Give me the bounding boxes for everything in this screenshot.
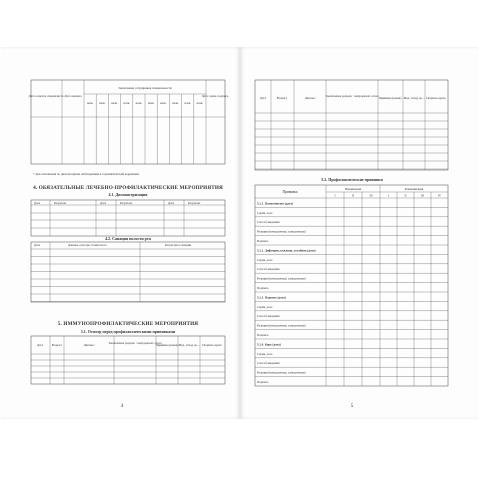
vaccination-table xyxy=(255,185,448,386)
vt-numeral: III xyxy=(369,193,373,198)
vt-numeral: II xyxy=(404,193,407,198)
vt-row-label: 5.2.2. Дифтерия, коклюш, столбняк (дата) xyxy=(257,248,316,253)
t1-sub-header: назв. xyxy=(111,101,118,105)
s41-header: Результат xyxy=(188,201,201,205)
dispensary-table xyxy=(31,200,225,236)
vt-row-label: Способ введения xyxy=(257,314,280,319)
vt-row-label: Серия, доза xyxy=(257,210,273,215)
t1-sub-header: назв. xyxy=(135,101,143,105)
vt-row-label: Подпись xyxy=(257,332,269,337)
s51-header: Подпись врача xyxy=(202,343,222,347)
vt-row-label: 5.2.3. Паротит (дата) xyxy=(257,295,286,300)
vt-row-label: Серия, доза xyxy=(257,304,273,309)
t1-header-conclusion: Заключение сотрудников специальности xyxy=(118,86,172,90)
vt-row-label: Реакция (немедленная, замедленная) xyxy=(257,370,306,375)
vt-row-label: 5.2.4. Корь (дата) xyxy=(257,342,281,347)
vt-row-label: Серия, доза xyxy=(257,257,273,262)
s51-header: Мед. отвод до... xyxy=(178,343,200,347)
oral-sanitation-table xyxy=(31,242,225,302)
rt-header: Заключение разреш. / непрорешат. отказ xyxy=(325,94,379,98)
rt-header: Дата xyxy=(259,96,267,100)
section-5-2-title: 5.2. Профилактические прививки xyxy=(321,177,383,182)
t1-sub-header: назв. xyxy=(147,101,155,105)
footnote: * Для заполнения по диспансерным наблюдениям и терапевтической коррекции. xyxy=(33,172,140,176)
s42-header: Дата xyxy=(34,243,41,247)
s42-header: Данные осмотра стоматолога xyxy=(68,243,107,247)
s51-header: Дата xyxy=(36,343,44,347)
vt-numeral: IV xyxy=(437,193,442,198)
vt-row-label: Реакция (немедленная, замедленная) xyxy=(257,229,306,234)
vt-row-label: Реакция (немедленная, замедленная) xyxy=(257,323,306,328)
right-top-table xyxy=(255,80,448,170)
vt-row-label: Подпись xyxy=(257,379,269,384)
vt-numeral: I xyxy=(334,193,336,198)
section-4-title: 4. ОБЯЗАТЕЛЬНЫЕ ЛЕЧЕБНО-ПРОФИЛАКТИЧЕСКИЕ МЕРОПРИЯТИЯ xyxy=(33,185,223,191)
vaccination-exam-table xyxy=(31,336,225,384)
s41-header: Результат xyxy=(120,201,133,205)
t1-sub-header: назв. xyxy=(184,101,191,105)
s41-header: Дата xyxy=(100,201,107,205)
section-5-1-title: 5.1. Осмотр перед профилактическими прививками xyxy=(80,329,176,334)
page-number-right: 5 xyxy=(350,404,354,409)
rt-header: Мед. отвод до... xyxy=(403,96,425,100)
section-5-title: 5. ИММУНОПРОФИЛАКТИЧЕСКИЕ МЕРОПРИЯТИЯ xyxy=(57,321,199,327)
vt-numeral: I xyxy=(387,193,390,198)
t1-header-specialist: Дата осмотра специалиста xyxy=(28,94,64,98)
t1-sub-header: назв. xyxy=(160,101,167,105)
specialist-table xyxy=(29,80,229,164)
t1-sub-header: назв. xyxy=(196,101,204,105)
s51-header: Возраст xyxy=(51,343,63,347)
vt-row-label: Подпись xyxy=(257,238,269,243)
section-4-1-title: 4.1. Диспансеризация xyxy=(108,192,148,197)
rt-header: Диагноз xyxy=(304,96,316,100)
t1-header-sign: Дата сдачи, подпись xyxy=(201,94,229,98)
rt-header: Прививка (какая) xyxy=(378,96,402,100)
s41-header: Дата xyxy=(168,201,175,205)
t1-header-result: Дата анализа xyxy=(64,94,82,98)
rt-header: Подпись врача xyxy=(426,96,446,100)
s42-header: Результаты санации xyxy=(165,243,192,247)
t1-sub-header: назв. xyxy=(172,101,179,105)
vt-row-label: Способ введения xyxy=(257,267,280,272)
vt-row-label: Реакция (немедленная, замедленная) xyxy=(257,276,306,281)
vt-row-label: Способ введения xyxy=(257,220,280,225)
vt-row-label: Серия, доза xyxy=(257,351,273,356)
t1-sub-header: назв. xyxy=(99,101,106,105)
vt-numeral: II xyxy=(351,193,355,198)
vt-col-vaccine: Прививка xyxy=(282,190,298,194)
vt-row-label: Подпись xyxy=(257,285,269,290)
vt-row-label: 5.2.1. Полиомиелит (дата) xyxy=(257,201,293,206)
section-4-2-title: 4.2. Санация полости рта xyxy=(105,236,151,241)
t1-sub-header: назв. xyxy=(123,101,130,105)
s51-header: Диагноз xyxy=(83,343,95,347)
vt-numeral: III xyxy=(420,193,425,198)
page-number-left: 4 xyxy=(120,404,124,409)
vt-group-revacc: Ревакцинация xyxy=(404,187,424,191)
s51-header: Прививка (какая) xyxy=(155,343,179,347)
rt-header: Возраст xyxy=(276,96,288,100)
t1-sub-header: назв. xyxy=(86,101,94,105)
vt-group-vacc: Вакцинация xyxy=(344,187,362,191)
s51-header: Заключение разреш. / непрорешат. отказ xyxy=(108,341,162,345)
vt-row-label: Способ введения xyxy=(257,361,280,366)
s41-header: Дата xyxy=(34,201,41,205)
s41-header: Результат xyxy=(54,201,67,205)
